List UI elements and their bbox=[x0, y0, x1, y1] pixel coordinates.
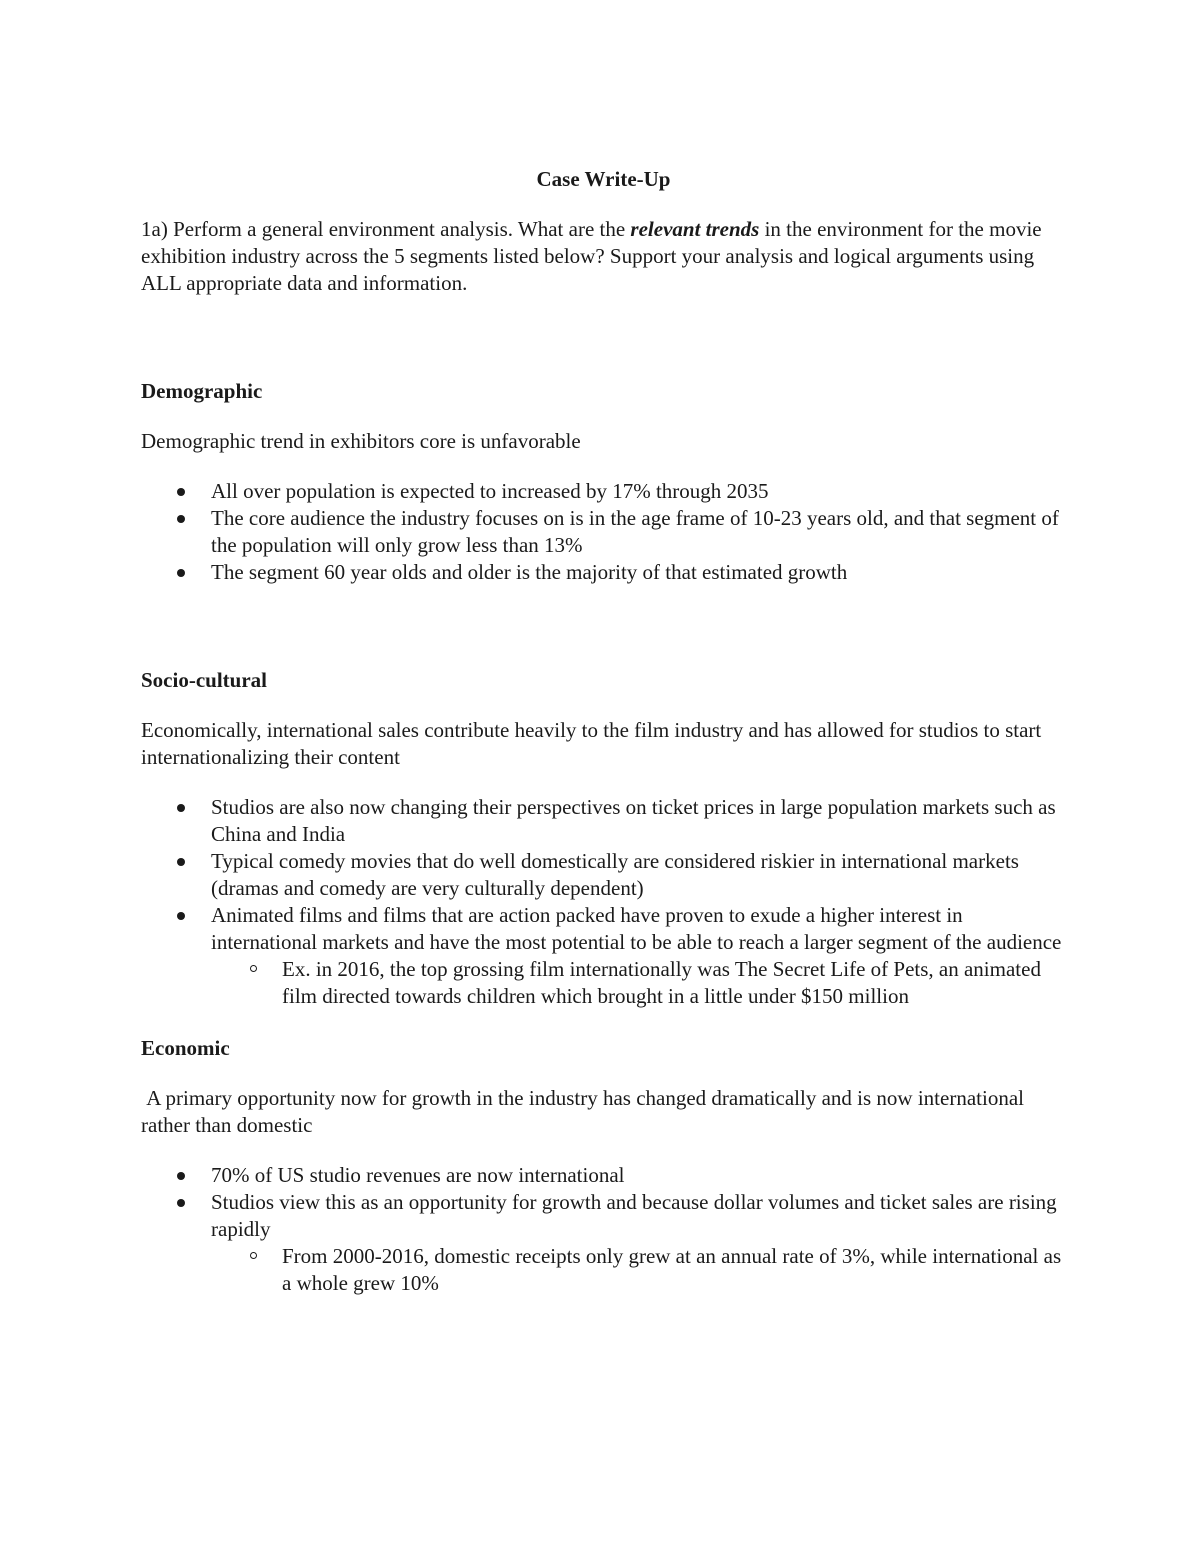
document-title: Case Write-Up bbox=[536, 167, 671, 191]
section-intro-socio-cultural: Economically, international sales contribute heavily to the film industry and has allowed for studios to start internationalizing their content bbox=[141, 718, 1042, 769]
section-economic bbox=[141, 1035, 1066, 1297]
section-heading-demographic: Demographic bbox=[141, 379, 263, 403]
section-socio-cultural bbox=[141, 667, 1066, 1010]
list-item bbox=[141, 505, 1066, 559]
list-item bbox=[141, 794, 1066, 848]
sub-bullet-list-economic bbox=[211, 1243, 1066, 1297]
sub-list-item bbox=[211, 956, 1066, 1010]
prompt-text-after: in the environment for the movie exhibition industry across the 5 segments listed below? Support your analysis and logical arguments using ALL appropriate data and information. bbox=[141, 217, 1042, 295]
list-item bbox=[141, 559, 1066, 586]
list-item-text: Typical comedy movies that do well domestically are considered riskier in international markets (dramas and comedy are very culturally dependent) bbox=[211, 849, 1019, 900]
hollow-bullet-icon bbox=[250, 1252, 257, 1259]
list-item-text: Studios view this as an opportunity for growth and because dollar volumes and ticket sales are rising rapidly bbox=[211, 1190, 1057, 1241]
document-page bbox=[141, 166, 1066, 1297]
list-item bbox=[141, 1189, 1066, 1297]
bullet-icon bbox=[177, 488, 185, 496]
list-item bbox=[141, 478, 1066, 505]
list-item-text: Studios are also now changing their perspectives on ticket prices in large population markets such as China and India bbox=[211, 795, 1056, 846]
sub-bullet-list-socio-cultural bbox=[211, 956, 1066, 1010]
section-heading-socio-cultural: Socio-cultural bbox=[141, 668, 267, 692]
list-item bbox=[141, 848, 1066, 902]
bullet-list-economic bbox=[141, 1162, 1066, 1297]
section-demographic bbox=[141, 378, 1066, 586]
bullet-icon bbox=[177, 515, 185, 523]
list-item-text: The segment 60 year olds and older is the majority of that estimated growth bbox=[211, 560, 848, 584]
list-item bbox=[141, 902, 1066, 1010]
prompt-emphasis: relevant trends bbox=[630, 217, 760, 241]
sub-list-item-text: Ex. in 2016, the top grossing film internationally was The Secret Life of Pets, an animated film directed towards children which brought in a little under $150 million bbox=[282, 957, 1041, 1008]
bullet-icon bbox=[177, 858, 185, 866]
section-intro-demographic: Demographic trend in exhibitors core is unfavorable bbox=[141, 429, 581, 453]
sub-list-item bbox=[211, 1243, 1066, 1297]
bullet-icon bbox=[177, 569, 185, 577]
list-item-text: 70% of US studio revenues are now international bbox=[211, 1163, 625, 1187]
question-prompt bbox=[141, 216, 1066, 297]
bullet-list-socio-cultural bbox=[141, 794, 1066, 1010]
list-item-text: The core audience the industry focuses on is in the age frame of 10-23 years old, and that segment of the population will only grow less than 13% bbox=[211, 506, 1059, 557]
list-item-text: All over population is expected to increased by 17% through 2035 bbox=[211, 479, 769, 503]
bullet-icon bbox=[177, 804, 185, 812]
bullet-icon bbox=[177, 1199, 185, 1207]
bullet-list-demographic bbox=[141, 478, 1066, 586]
bullet-icon bbox=[177, 912, 185, 920]
sub-list-item-text: From 2000-2016, domestic receipts only grew at an annual rate of 3%, while international as a whole grew 10% bbox=[282, 1244, 1062, 1295]
hollow-bullet-icon bbox=[250, 965, 257, 972]
bullet-icon bbox=[177, 1172, 185, 1180]
section-intro-economic: A primary opportunity now for growth in the industry has changed dramatically and is now international rather than domestic bbox=[141, 1086, 1030, 1137]
list-item-text: Animated films and films that are action packed have proven to exude a higher interest in international markets and have the most potential to be able to reach a larger segment of the audience bbox=[211, 903, 1062, 954]
prompt-text-before: 1a) Perform a general environment analysis. What are the bbox=[141, 217, 631, 241]
list-item bbox=[141, 1162, 1066, 1189]
section-heading-economic: Economic bbox=[141, 1036, 230, 1060]
